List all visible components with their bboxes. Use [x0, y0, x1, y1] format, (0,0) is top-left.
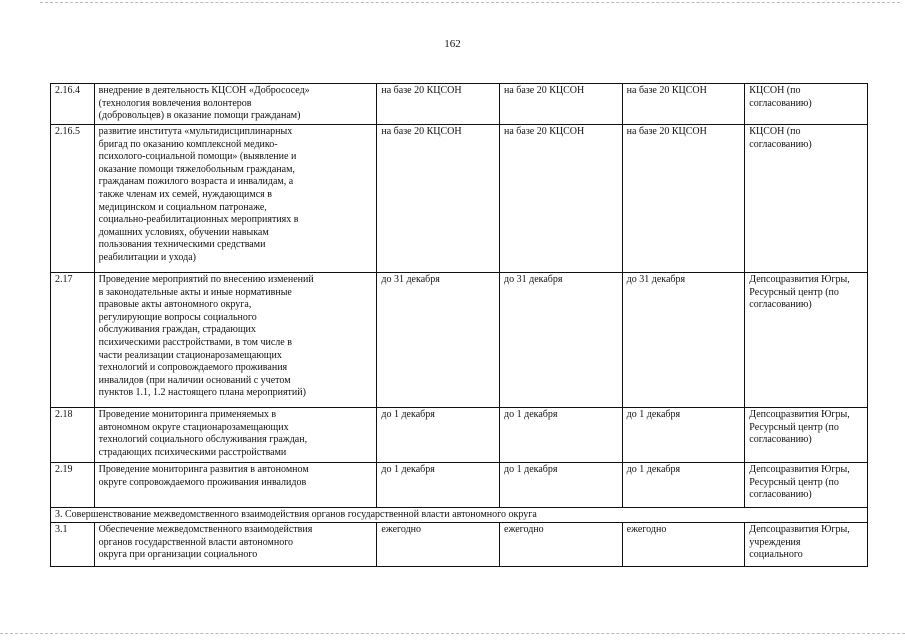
section-heading-row: [51, 508, 868, 523]
year3-deadline: до 31 декабря: [622, 273, 745, 408]
item-description: Обеспечение межведомственного взаимодействия органов государственной власти автономного округа при организации социального: [94, 523, 377, 567]
year2-deadline: до 31 декабря: [500, 273, 623, 408]
year2-deadline: на базе 20 КЦСОН: [500, 125, 623, 273]
year1-deadline: ежегодно: [377, 523, 500, 567]
responsible-party: Депсоцразвития Югры, учреждения социального: [745, 523, 868, 567]
page-number: 162: [444, 38, 461, 50]
year1-deadline: до 1 декабря: [377, 408, 500, 463]
item-number: 2.17: [51, 273, 95, 408]
table-row: [51, 463, 868, 508]
item-description: Проведение мониторинга применяемых в автономном округе стационарозамещающих технологий социального обслуживания граждан, страдающих психическими расстройствами: [94, 408, 377, 463]
year3-deadline: до 1 декабря: [622, 408, 745, 463]
section-title: 3. Совершенствование межведомственного взаимодействия органов государственной власти автономного округа: [51, 508, 868, 523]
year1-deadline: на базе 20 КЦСОН: [377, 125, 500, 273]
year2-deadline: на базе 20 КЦСОН: [500, 84, 623, 125]
item-description: Проведение мониторинга развития в автономном округе сопровождаемого проживания инвалидов: [94, 463, 377, 508]
responsible-party: Депсоцразвития Югры, Ресурсный центр (по согласованию): [745, 273, 868, 408]
action-plan-table: [50, 83, 868, 567]
scan-edge-bottom: [0, 633, 905, 635]
year1-deadline: до 1 декабря: [377, 463, 500, 508]
table-row: [51, 125, 868, 273]
year3-deadline: ежегодно: [622, 523, 745, 567]
year1-deadline: до 31 декабря: [377, 273, 500, 408]
responsible-party: Депсоцразвития Югры, Ресурсный центр (по согласованию): [745, 463, 868, 508]
table-row: [51, 408, 868, 463]
item-description: Проведение мероприятий по внесению изменений в законодательные акты и иные нормативные правовые акты автономного округа, регулирующие вопросы социального обслуживания граждан, страдающих психическими расстройствами, в том числе в части реализации стационарозамещающих технологий и сопровождаемого проживания инвалидов (при наличии оснований с учетом пунктов 1.1, 1.2 настоящего плана мероприятий): [94, 273, 377, 408]
table-row: [51, 523, 868, 567]
item-number: 2.16.4: [51, 84, 95, 125]
responsible-party: КЦСОН (по согласованию): [745, 84, 868, 125]
item-number: 3.1: [51, 523, 95, 567]
table-row: [51, 84, 868, 125]
responsible-party: Депсоцразвития Югры, Ресурсный центр (по согласованию): [745, 408, 868, 463]
year2-deadline: до 1 декабря: [500, 463, 623, 508]
year3-deadline: на базе 20 КЦСОН: [622, 125, 745, 273]
responsible-party: КЦСОН (по согласованию): [745, 125, 868, 273]
scan-edge-top: [40, 2, 900, 4]
year1-deadline: на базе 20 КЦСОН: [377, 84, 500, 125]
item-number: 2.16.5: [51, 125, 95, 273]
item-number: 2.19: [51, 463, 95, 508]
year3-deadline: до 1 декабря: [622, 463, 745, 508]
year2-deadline: до 1 декабря: [500, 408, 623, 463]
year3-deadline: на базе 20 КЦСОН: [622, 84, 745, 125]
item-description: внедрение в деятельность КЦСОН «Добрососед» (технология вовлечения волонтеров (добровольцев) в оказание помощи гражданам): [94, 84, 377, 125]
item-number: 2.18: [51, 408, 95, 463]
table-row: [51, 273, 868, 408]
item-description: развитие института «мультидисциплинарных бригад по оказанию комплексной медико- психолого-социальной помощи» (выявление и оказание помощи тяжелобольным гражданам, гражданам пожилого возраста и инвалидам, а также членам их семей, нуждающимся в медицинском и социальном патронаже, социально-реабилитационных мероприятиях в домашних условиях, обучении навыкам пользования техническими средствами реабилитации и ухода): [94, 125, 377, 273]
year2-deadline: ежегодно: [500, 523, 623, 567]
